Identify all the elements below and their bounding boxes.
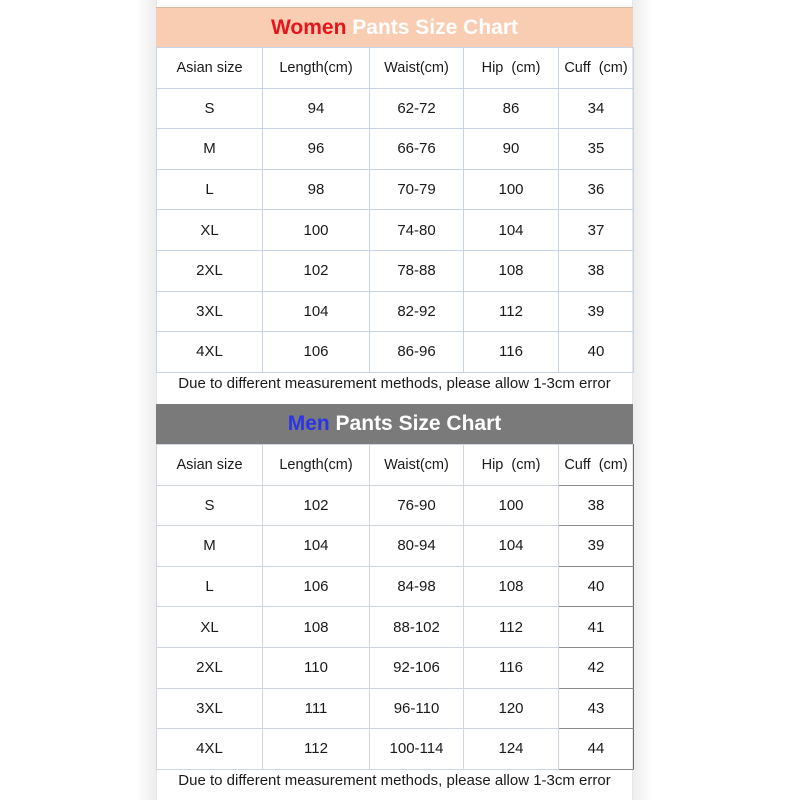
header-cuff: Cuff (cm) — [559, 48, 634, 89]
size-cell: XL — [157, 210, 263, 251]
table-row — [157, 647, 634, 688]
size-cell: 2XL — [157, 647, 263, 688]
length-cell: 100 — [263, 210, 370, 251]
hip-cell: 116 — [464, 647, 559, 688]
length-cell: 104 — [263, 526, 370, 567]
length-cell: 106 — [263, 332, 370, 373]
length-cell: 104 — [263, 291, 370, 332]
header-asian-size: Asian size — [157, 48, 263, 89]
cuff-cell: 35 — [559, 129, 634, 170]
length-cell: 98 — [263, 169, 370, 210]
hip-cell: 100 — [464, 169, 559, 210]
size-cell: 3XL — [157, 291, 263, 332]
waist-cell: 96-110 — [370, 688, 464, 729]
hip-cell: 86 — [464, 88, 559, 129]
size-cell: 4XL — [157, 332, 263, 373]
waist-cell: 78-88 — [370, 250, 464, 291]
size-cell: 4XL — [157, 729, 263, 770]
cuff-cell: 39 — [559, 526, 634, 567]
cuff-cell: 41 — [559, 607, 634, 648]
table-row — [157, 169, 634, 210]
length-cell: 110 — [263, 647, 370, 688]
hip-cell: 124 — [464, 729, 559, 770]
hip-cell: 120 — [464, 688, 559, 729]
size-cell: 2XL — [157, 250, 263, 291]
table-row — [157, 566, 634, 607]
header-hip: Hip (cm) — [464, 445, 559, 486]
waist-cell: 74-80 — [370, 210, 464, 251]
size-cell: XL — [157, 607, 263, 648]
waist-cell: 80-94 — [370, 526, 464, 567]
hip-cell: 108 — [464, 250, 559, 291]
header-length: Length(cm) — [263, 48, 370, 89]
table-row — [157, 210, 634, 251]
waist-cell: 82-92 — [370, 291, 464, 332]
header-length: Length(cm) — [263, 445, 370, 486]
men-title-highlight: Men — [287, 412, 330, 435]
hip-cell: 100 — [464, 485, 559, 526]
cuff-cell: 38 — [559, 485, 634, 526]
length-cell: 112 — [263, 729, 370, 770]
cuff-cell: 37 — [559, 210, 634, 251]
women-header-row — [157, 48, 634, 89]
table-row — [157, 129, 634, 170]
cuff-cell: 38 — [559, 250, 634, 291]
table-row — [157, 526, 634, 567]
length-cell: 102 — [263, 485, 370, 526]
hip-cell: 104 — [464, 526, 559, 567]
cuff-cell: 36 — [559, 169, 634, 210]
cuff-cell: 34 — [559, 88, 634, 129]
table-row — [157, 729, 634, 770]
cuff-cell: 39 — [559, 291, 634, 332]
waist-cell: 84-98 — [370, 566, 464, 607]
size-cell: S — [157, 485, 263, 526]
men-size-table — [156, 444, 634, 770]
length-cell: 111 — [263, 688, 370, 729]
table-row — [157, 485, 634, 526]
waist-cell: 70-79 — [370, 169, 464, 210]
table-row — [157, 291, 634, 332]
length-cell: 106 — [263, 566, 370, 607]
table-row — [157, 250, 634, 291]
hip-cell: 104 — [464, 210, 559, 251]
hip-cell: 112 — [464, 291, 559, 332]
men-header-row — [157, 445, 634, 486]
cuff-cell: 42 — [559, 647, 634, 688]
hip-cell: 90 — [464, 129, 559, 170]
length-cell: 108 — [263, 607, 370, 648]
waist-cell: 62-72 — [370, 88, 464, 129]
size-cell: L — [157, 566, 263, 607]
hip-cell: 108 — [464, 566, 559, 607]
cuff-cell: 43 — [559, 688, 634, 729]
women-measurement-note: Due to different measurement methods, please allow 1-3cm error — [178, 375, 611, 392]
women-size-table — [156, 47, 634, 373]
table-row — [157, 88, 634, 129]
cuff-cell: 44 — [559, 729, 634, 770]
waist-cell: 100-114 — [370, 729, 464, 770]
men-title-rest: Pants Size Chart — [329, 412, 502, 435]
table-row — [157, 607, 634, 648]
size-cell: M — [157, 526, 263, 567]
women-title-rest: Pants Size Chart — [346, 16, 518, 39]
hip-cell: 116 — [464, 332, 559, 373]
waist-cell: 76-90 — [370, 485, 464, 526]
size-cell: M — [157, 129, 263, 170]
women-chart-title — [156, 7, 633, 47]
size-cell: 3XL — [157, 688, 263, 729]
waist-cell: 92-106 — [370, 647, 464, 688]
header-hip: Hip (cm) — [464, 48, 559, 89]
waist-cell: 88-102 — [370, 607, 464, 648]
header-cuff: Cuff (cm) — [559, 445, 634, 486]
length-cell: 94 — [263, 88, 370, 129]
length-cell: 102 — [263, 250, 370, 291]
table-row — [157, 688, 634, 729]
women-title-highlight: Women — [270, 16, 347, 39]
men-measurement-note: Due to different measurement methods, please allow 1-3cm error — [178, 772, 611, 789]
size-cell: L — [157, 169, 263, 210]
size-cell: S — [157, 88, 263, 129]
waist-cell: 66-76 — [370, 129, 464, 170]
cuff-cell: 40 — [559, 566, 634, 607]
hip-cell: 112 — [464, 607, 559, 648]
header-asian-size: Asian size — [157, 445, 263, 486]
men-chart-title — [156, 404, 633, 444]
header-waist: Waist(cm) — [370, 48, 464, 89]
table-row — [157, 332, 634, 373]
left-shadow — [136, 0, 156, 800]
length-cell: 96 — [263, 129, 370, 170]
waist-cell: 86-96 — [370, 332, 464, 373]
cuff-cell: 40 — [559, 332, 634, 373]
right-shadow — [633, 0, 653, 800]
header-waist: Waist(cm) — [370, 445, 464, 486]
